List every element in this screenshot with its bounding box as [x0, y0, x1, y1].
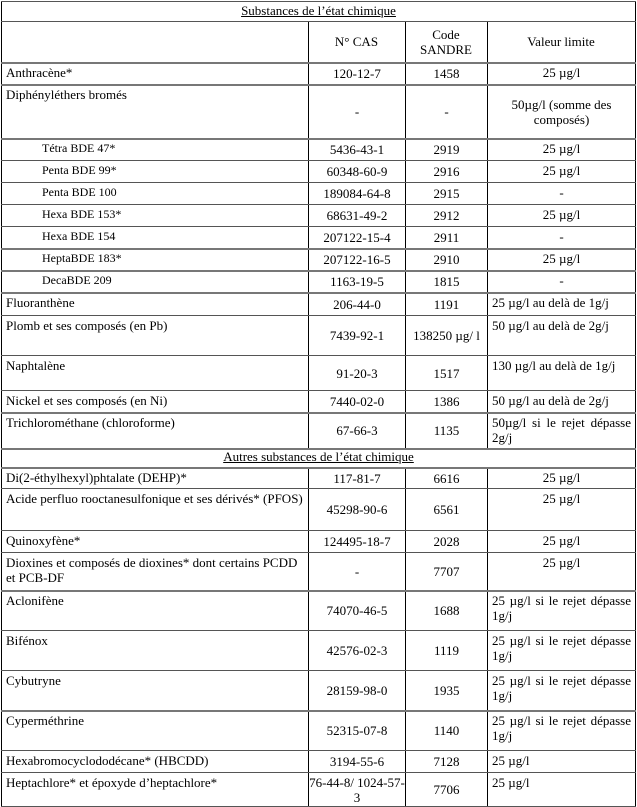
sandre-code: 7707 [433, 564, 460, 579]
substance-name: Di(2-éthylhexyl)phtalate (DEHP)* [6, 470, 187, 485]
limit-value: 50µg/l (somme des composés) [511, 96, 612, 127]
substance-name: Acide perfluo rooctanesulfonique et ses dérivés* (PFOS) [6, 491, 303, 506]
limit-value: 50 µg/l au delà de 2g/j [492, 318, 609, 333]
row-divider [1, 710, 636, 712]
substance-name: Anthracène* [6, 65, 73, 80]
row-divider [1, 772, 636, 773]
sandre-code: 1935 [433, 683, 460, 698]
sandre-code: 1119 [433, 643, 460, 658]
limit-value: 25 µg/l si le rejet dépasse 1g/j [492, 713, 631, 743]
substance-name: Quinoxyfène* [6, 533, 81, 548]
row-divider [1, 412, 636, 414]
substance-name: DecaBDE 209 [42, 273, 112, 287]
sandre-code: 1815 [433, 274, 460, 289]
row-divider [1, 355, 636, 356]
substance-name: Diphényléthers bromés [6, 87, 127, 102]
sandre-code: 2028 [433, 534, 460, 549]
substance-name: Hexa BDE 153* [42, 207, 122, 221]
row-divider [1, 204, 636, 205]
substance-name: Cybutryne [6, 673, 61, 688]
row-divider [1, 21, 636, 22]
limit-value: 25 µg/l [542, 251, 581, 266]
substance-name: Hexabromocyclododécane* (HBCDD) [6, 753, 209, 768]
row-divider [1, 270, 636, 272]
cas-number: 67-66-3 [336, 423, 378, 438]
cas-number: 7439-92-1 [329, 328, 385, 343]
limit-value: 130 µg/l au delà de 1g/j [492, 358, 616, 373]
sandre-code: 2915 [433, 186, 460, 201]
cas-number: 5436-43-1 [329, 142, 385, 157]
row-divider [1, 552, 636, 553]
header-sandre [405, 21, 487, 62]
limit-value: 25 µg/l [542, 491, 581, 506]
limit-value: - [559, 229, 564, 244]
substance-name: Naphtalène [6, 358, 66, 373]
substance-name: Bifénox [6, 633, 48, 648]
limit-value: 25 µg/l [542, 533, 581, 548]
row-divider [1, 750, 636, 751]
sandre-code: 2919 [433, 142, 460, 157]
cas-number: 91-20-3 [336, 365, 378, 381]
limit-value: 25 µg/l [542, 207, 581, 222]
cas-number: 206-44-0 [333, 296, 381, 312]
substance-name: Fluoranthène [6, 295, 75, 310]
row-divider [1, 226, 636, 227]
row-divider [1, 62, 636, 64]
substance-name: Dioxines et composés de dioxines* dont certains PCDD et PCB-DF [6, 555, 298, 585]
sandre-code: 1191 [433, 296, 460, 312]
substance-name: Hexa BDE 154 [42, 229, 116, 243]
cas-number: 124495-18-7 [323, 534, 391, 549]
cas-number: 7440-02-0 [329, 394, 385, 409]
cas-number: 74070-46-5 [326, 603, 388, 618]
row-divider [1, 182, 636, 183]
sandre-code: 7128 [433, 754, 460, 769]
cas-number: 207122-15-4 [323, 230, 391, 245]
sandre-code: 2911 [433, 230, 460, 245]
cas-number: 207122-16-5 [323, 252, 391, 267]
cas-number: 68631-49-2 [326, 208, 388, 223]
substance-name: HeptaBDE 183* [42, 251, 122, 265]
substance-name: Nickel et ses composés (en Ni) [6, 393, 168, 408]
row-divider [1, 630, 636, 631]
limit-value: 50µg/l si le rejet dépasse 2g/j [492, 415, 631, 445]
header-limit: Valeur limite [527, 34, 595, 49]
row-divider [1, 590, 636, 592]
limit-value: 25 µg/l [542, 555, 581, 570]
cas-number: 117-81-7 [333, 470, 381, 486]
limit-value: 25 µg/l [492, 753, 530, 768]
sandre-code: 2910 [433, 252, 460, 267]
substance-name: Trichlorométhane (chloroforme) [6, 415, 175, 430]
table-border-right [635, 1, 636, 806]
limit-value: 25 µg/l [542, 163, 581, 178]
row-divider [1, 160, 636, 161]
row-divider [1, 448, 636, 450]
cas-number: 45298-90-6 [326, 502, 388, 517]
substance-name: Cyperméthrine [6, 713, 84, 728]
substance-name: Aclonifène [6, 593, 64, 608]
cas-number: 76-44-8/ 1024-57-3 [309, 774, 405, 805]
sandre-code: 7706 [433, 782, 460, 797]
row-divider [1, 1, 636, 2]
sandre-code: 2916 [433, 164, 460, 179]
substance-name: Plomb et ses composés (en Pb) [6, 318, 168, 333]
cas-number: 189084-64-8 [323, 186, 391, 201]
substance-name: Penta BDE 99* [42, 163, 117, 177]
limit-value: 25 µg/l si le rejet dépasse 1g/j [492, 593, 631, 623]
sandre-code: 138250 µg/ l [413, 328, 480, 343]
row-divider [1, 390, 636, 391]
cas-number: 52315-07-8 [326, 723, 388, 738]
sandre-code: 1386 [433, 394, 460, 409]
cas-number: 3194-55-6 [329, 754, 385, 769]
limit-value: 25 µg/l au delà de 1g/j [492, 295, 609, 310]
sandre-code: 6616 [433, 470, 460, 486]
row-divider [1, 467, 636, 469]
limit-value: 25 µg/l si le rejet dépasse 1g/j [492, 673, 631, 703]
sandre-code: - [444, 104, 449, 119]
cas-number: - [354, 564, 360, 579]
limit-value: 25 µg/l [542, 141, 581, 156]
limit-value: 50 µg/l au delà de 2g/j [492, 393, 609, 408]
row-divider [1, 315, 636, 316]
cas-number: 120-12-7 [333, 66, 381, 81]
limit-value: - [559, 185, 564, 200]
limit-value: 25 µg/l [542, 65, 581, 80]
limit-value: 25 µg/l [542, 470, 581, 485]
row-divider [1, 248, 636, 250]
sandre-code: 1135 [433, 423, 460, 438]
cas-number: 60348-60-9 [326, 164, 388, 179]
row-divider [1, 138, 636, 140]
header-sandre-line2: SANDRE [419, 41, 472, 57]
section-title: Substances de l’état chimique [241, 3, 396, 18]
substance-name: Heptachlore* et époxyde d’heptachlore* [6, 775, 218, 790]
row-divider [1, 670, 636, 671]
cas-number: 42576-02-3 [326, 643, 388, 658]
cas-number: 28159-98-0 [326, 683, 388, 698]
row-divider [1, 292, 636, 294]
sandre-code: 2912 [433, 208, 460, 223]
sandre-code: 6561 [433, 502, 460, 517]
sandre-code: 1458 [433, 66, 460, 81]
header-cas: N° CAS [334, 34, 379, 49]
row-divider [1, 84, 636, 86]
header-sandre-line1: Code [432, 26, 460, 42]
limit-value: 25 µg/l si le rejet dépasse 1g/j [492, 633, 631, 663]
limit-value: 25 µg/l [492, 775, 530, 790]
section-title: Autres substances de l’état chimique [223, 449, 414, 464]
substance-name: Penta BDE 100 [42, 185, 117, 199]
sandre-code: 1517 [433, 365, 460, 381]
substance-name: Tétra BDE 47* [42, 141, 116, 155]
sandre-code: 1140 [433, 723, 460, 738]
row-divider [1, 530, 636, 531]
limit-value: - [559, 273, 564, 288]
cas-number: - [354, 104, 360, 119]
sandre-code: 1688 [433, 603, 460, 618]
cas-number: 1163-19-5 [330, 274, 384, 289]
row-divider [1, 488, 636, 489]
